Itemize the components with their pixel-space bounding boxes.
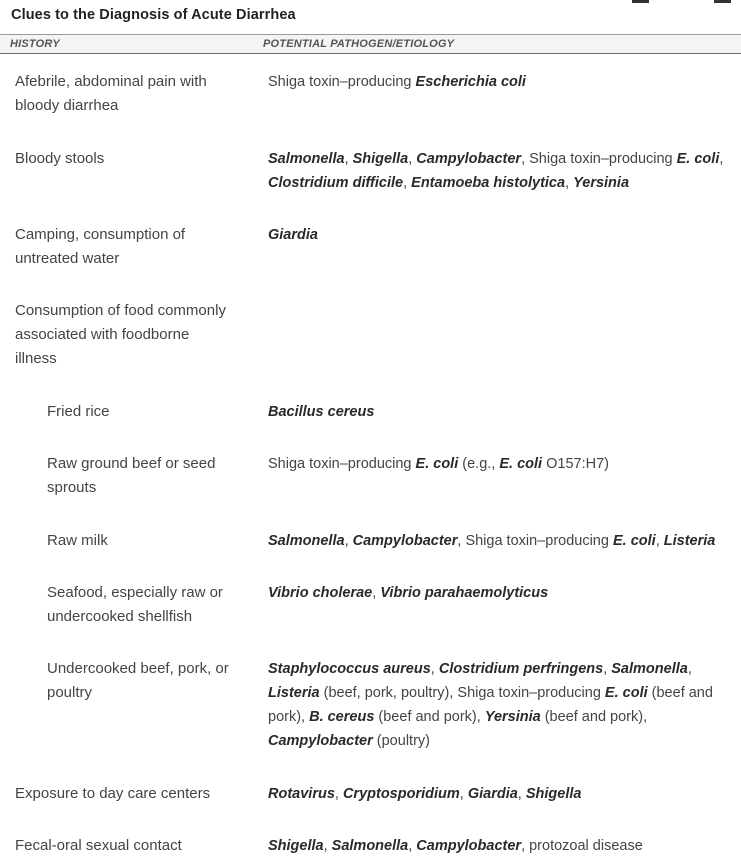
organism-name: Salmonella (268, 151, 345, 167)
organism-name: Shigella (268, 838, 324, 854)
history-cell: Raw milk (47, 532, 108, 549)
organism-name: E. coli (499, 456, 543, 472)
organism-name: Campylobacter (416, 151, 522, 167)
pathogen-cell: Shigella, Salmonella, Campylobacter, protozoal disease (268, 838, 643, 854)
organism-name: Listeria (268, 685, 320, 701)
organism-name: Campylobacter (352, 533, 458, 549)
organism-name: Salmonella (268, 533, 345, 549)
history-cell: Fried rice (47, 403, 110, 420)
pathogen-cell (268, 400, 738, 424)
organism-name: E. coli (612, 533, 656, 549)
organism-name: Clostridium difficile (268, 175, 404, 191)
organism-name: Escherichia coli (415, 74, 526, 90)
history-cell: Undercooked beef, pork, or poultry (47, 660, 229, 701)
history-cell: Afebrile, abdominal pain with bloody diarrhea (15, 73, 207, 114)
corner-mark (632, 0, 649, 3)
organism-name: B. cereus (309, 709, 375, 725)
pathogen-cell: Staphylococcus aureus, Clostridium perfringens, Salmonella, Listeria (beef, pork, poultry), Shiga toxin–producing E. coli (beef and pork), B. cereus (beef and pork), Yersinia (beef and pork), Campylobacter (poultry) (268, 661, 713, 749)
pathogen-cell: Salmonella, Campylobacter, Shiga toxin–producing E. coli, Listeria (268, 533, 716, 549)
organism-name: Bacillus cereus (268, 404, 375, 420)
organism-name: Listeria (663, 533, 716, 549)
organism-name: Shigella (352, 151, 409, 167)
organism-name: Giardia (268, 227, 318, 243)
organism-name: E. coli (676, 151, 720, 167)
column-header-history: HISTORY (10, 38, 60, 50)
organism-name: Campylobacter (268, 733, 373, 749)
pathogen-cell: Shiga toxin–producing Escherichia coli (268, 74, 526, 90)
organism-name: Entamoeba histolytica (411, 175, 566, 191)
table-header (0, 34, 741, 54)
organism-name: Vibrio parahaemolyticus (380, 585, 549, 601)
organism-name: Rotavirus (268, 786, 335, 802)
history-cell: Bloody stools (15, 150, 105, 167)
organism-name: Yersinia (484, 709, 541, 725)
pathogen-cell: Vibrio cholerae, Vibrio parahaemolyticus (268, 585, 549, 601)
table-title: Clues to the Diagnosis of Acute Diarrhea (11, 7, 296, 23)
corner-mark (714, 0, 731, 3)
organism-name: Yersinia (573, 175, 630, 191)
organism-name: Shigella (525, 786, 582, 802)
pathogen-cell: Shiga toxin–producing E. coli (e.g., E. coli O157:H7) (268, 456, 609, 472)
column-header-pathogen: POTENTIAL PATHOGEN/ETIOLOGY (263, 38, 455, 50)
pathogen-cell: Salmonella, Shigella, Campylobacter, Shiga toxin–producing E. coli, Clostridium difficile, Entamoeba histolytica, Yersinia (268, 151, 724, 191)
organism-name: Salmonella (611, 661, 688, 677)
pathogen-cell (268, 223, 738, 247)
organism-name: Cryptosporidium (342, 786, 460, 802)
organism-name: Campylobacter (416, 838, 522, 854)
pathogen-cell: Rotavirus, Cryptosporidium, Giardia, Shigella (268, 786, 582, 802)
history-cell: Camping, consumption of untreated water (15, 226, 186, 267)
history-cell: Consumption of food commonly associated with foodborne illness (15, 302, 226, 367)
organism-name: E. coli (415, 456, 459, 472)
history-cell: Fecal-oral sexual contact (15, 837, 182, 854)
organism-name: Vibrio cholerae (268, 585, 373, 601)
organism-name: Giardia (467, 786, 518, 802)
history-cell: Raw ground beef or seed sprouts (47, 455, 216, 496)
organism-name: Clostridium perfringens (438, 661, 604, 677)
history-cell: Seafood, especially raw or undercooked shellfish (47, 584, 223, 625)
organism-name: E. coli (604, 685, 648, 701)
history-cell: Exposure to day care centers (15, 785, 211, 802)
organism-name: Staphylococcus aureus (268, 661, 431, 677)
organism-name: Salmonella (331, 838, 409, 854)
